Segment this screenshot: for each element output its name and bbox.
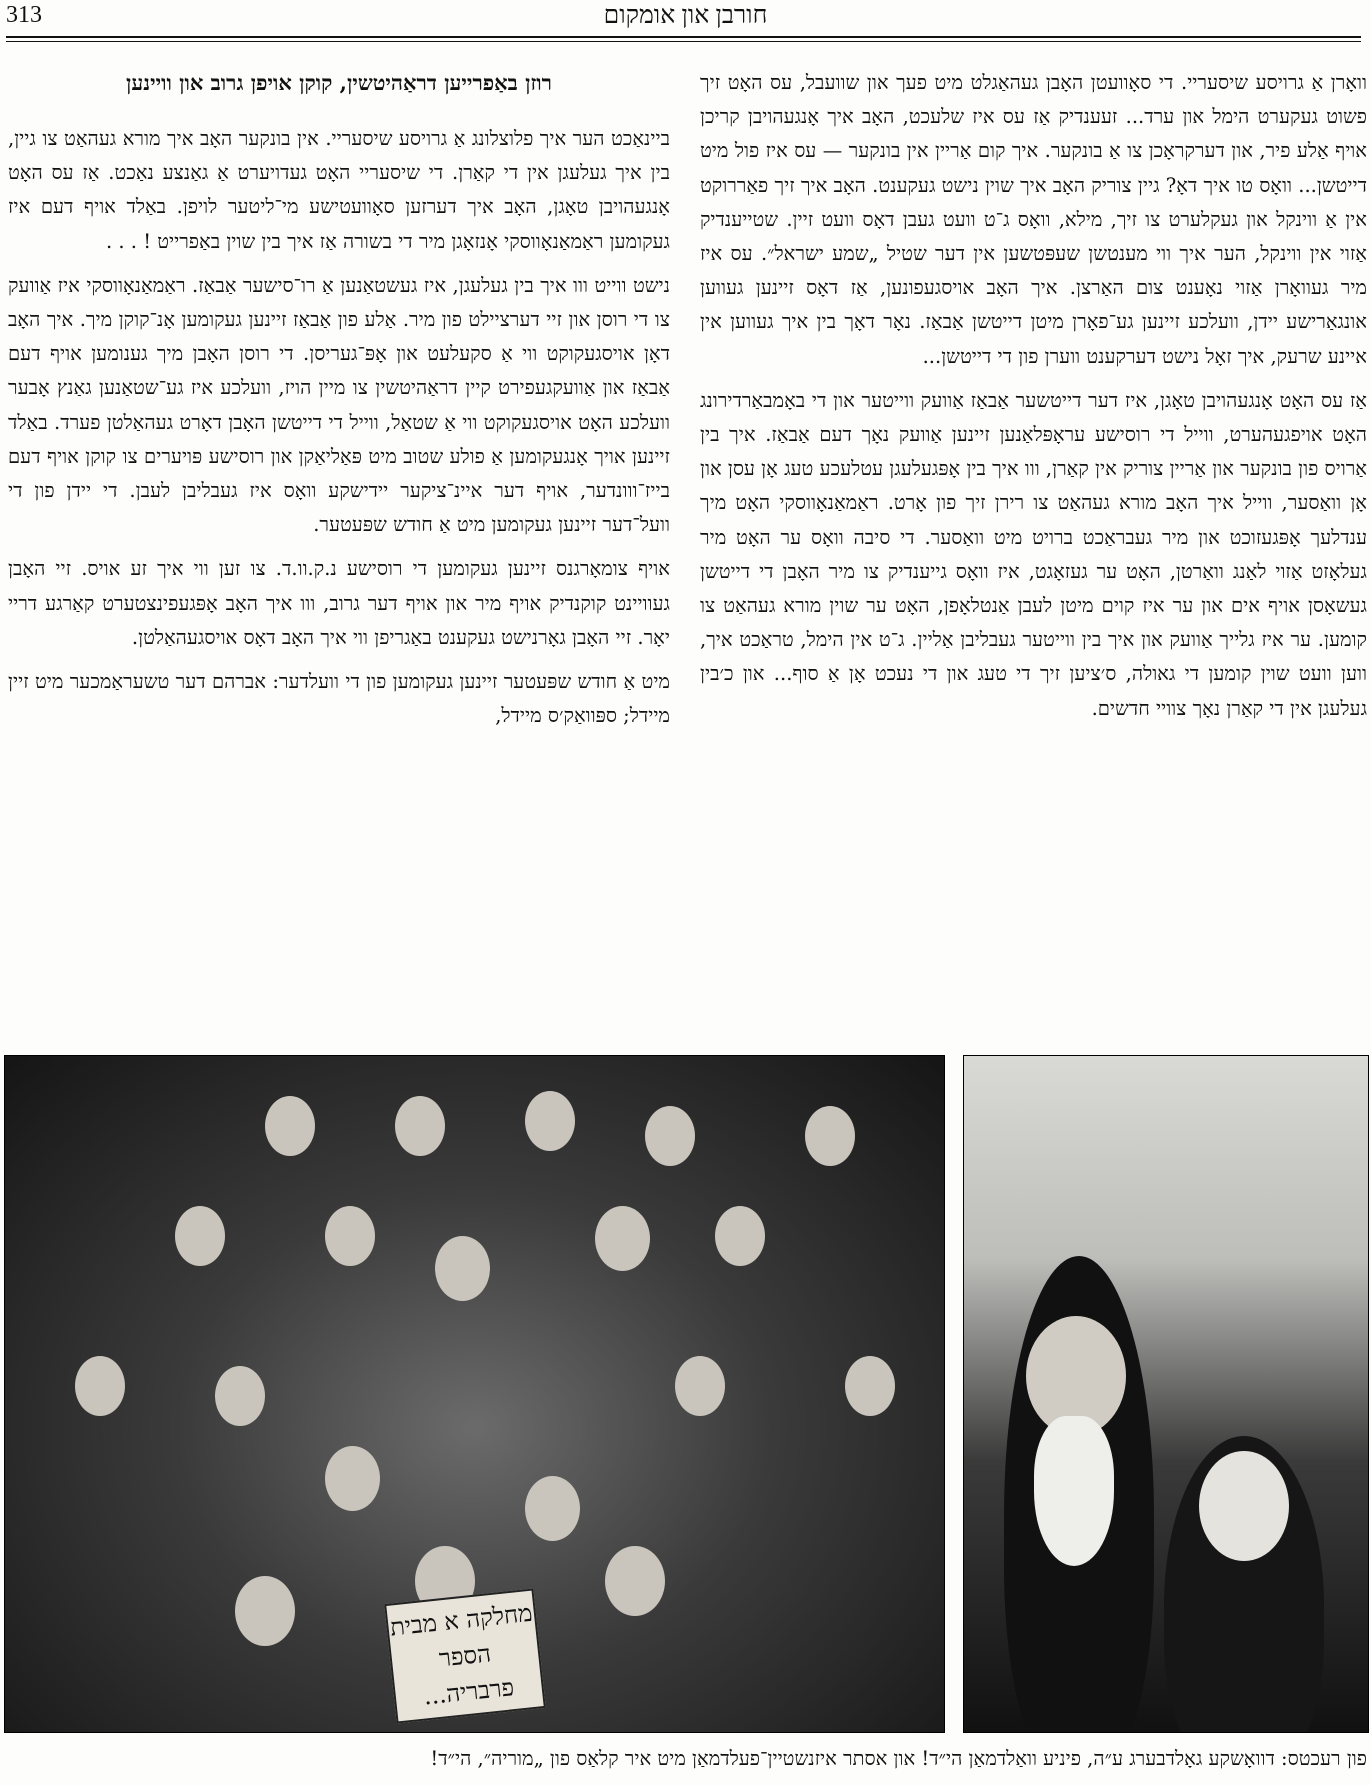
face	[525, 1091, 575, 1151]
face	[805, 1106, 855, 1166]
face	[845, 1356, 895, 1416]
face	[215, 1366, 265, 1426]
face	[235, 1576, 295, 1646]
paragraph: מיט אַ חודש שפּעטער זיינען געקומען פון די וועלדער: אברהם דער טשעראַמכער מיט זיין מיידל; ספּוואַק׳ס מיידל,	[8, 670, 670, 728]
face	[645, 1106, 695, 1166]
paragraph: וואָרן אַ גרויסע שיסעריי. די סאָוועטן האָבן געהאַגלט מיט פעך און שוועבל, עס האָט זיך פשוט געקערט הימל און ערד... זעענדיק אַז עס איז שלעכט, האָב איך אָנגעהויבן קריכן אויף אַלע פיר, און דערקראָכן צו אַ בונקער. איך קום אַריין אין בונקער — עס איז פול מיט דייטשן... וואָס טו איך דאָ? גיין צוריק האָב איך שוין נישט געקענט. האָב איך זיך פאַררוקט אין אַ ווינקל און געקלערט צו זיך, מילא, וואָס ג־ט וועט געבן דאָס וועט זיין. שטייענדיק אַזוי אין ווינקל, הער איך ווי מענטשן שעפּטשען אין דער שטיל „שמע ישראל״. עס איז מיר געוואָרן אַזוי נאָענט צום האַרצן. איך האָב אויסגעפונען, אַז דאָס זיינען געווען אונגאַרישע יידן, וועלכע זיינען גע־פאָרן מיטן דייטשן אַבאַז. נאָר דאָך בין איך געווען אין איינע שרעק, איך זאָל נישט דערקענט ווערן פון די דייטשן...	[700, 71, 1367, 368]
paragraph: אויף צומאָרגנס זיינען געקומען די רוסישע נ.ק.וו.ד. צו זען ווי איך זע אויס. זיי האָבן געוויינט קוקנדיק אויף מיר און אויף דער גרוב, ווו איך האָב אָפּגעפינצטערט קאַרגע דריי יאָר. זיי האָבן גאָרנישט געקענט באַגריפן ווי איך האָב דאָס אויסגעהאַלטן.	[8, 557, 670, 649]
header-rule	[6, 36, 1361, 38]
woman-face	[1199, 1451, 1289, 1561]
face	[395, 1096, 445, 1156]
paragraph: אַז עס האָט אָנגעהויבן טאָגן, איז דער דייטשער אַבאַז אַוועק ווייטער און די באָמבאַרדירונג האָט אויפגעהערט, ווייל די רוסישע עראָפּלאַנען זיינען אַוועק נאָך דעם אַבאַז. איך בין אַרויס פון בונקער און אַריין צוריק אין קאַרן, ווו איך בין אָפּגעלעגן עטלעכע טעג אָן עסן און אָן וואַסער, ווייל איך האָב מורא געהאַט צו רירן זיך פון אָרט. ראַמאַנאָווסקי האָט מיך ענדלעך אָפּגעזוכט און מיר געבראַכט ברויט מיט וואַסער. די סיבה וואָס ער האָט מיר געלאָזט אַזוי לאַנג וואַרטן, האָט ער געזאָגט, איז וואָס גייענדיק צו מיר האָבן די דייטשן געשאָסן אויף אים און ער איז קוים מיטן לעבן אַנטלאָפן, האָט ער שוין מורא געהאַט צו קומען. ער איז גלייך אַוועק און איך בין ווייטער געבליבן אַליין. ג־ט אין הימל, טראַכט איך, ווען וועט שוין קומען די גאולה, ס׳ציען זיך די טעג און די נעכט אָן אַ סוף... און כ׳בין געלעגן אין די קאַרן נאָך צוויי חדשים.	[700, 388, 1367, 720]
face	[265, 1096, 315, 1156]
running-title: חורבן און אומקום	[603, 2, 768, 29]
face	[325, 1446, 380, 1511]
face	[175, 1206, 225, 1266]
face	[675, 1356, 725, 1416]
paragraph: ביינאַכט הער איך פלוצלונג אַ גרויסע שיסעריי. אין בונקער האָב איך מורא געהאַט צו גיין, בין איך געלעגן אין די קאַרן. די שיסעריי האָט געדויערט אַ גאַנצע נאַכט. אַז עס האָט אָנגעהויבן טאָגן, האָב איך דערזען סאָוועטישע מי־ליטער לויפן. באַלד אויף דעם איז געקומען ראַמאַנאָווסקי אָנזאָגן מיר די בשורה אַז איך בין שוין באַפרייט ! . . .	[8, 127, 670, 253]
face	[325, 1206, 375, 1266]
paragraph: נישט ווייט ווו איך בין געלעגן, איז געשטאַנען אַ רו־סישער אַבאַז. ראַמאַנאָווסקי איז אַוועק צו די רוסן און זיי דערציילט פון מיר. אַלע פון אַבאַז זיינען געקומען אָנ־קוקן מיך. איך האָב דאָן אויסגעקוקט ווי אַ סקעלעט און אָפּ־געריסן. די רוסן האָבן מיך גענומען אויף דעם אַבאַז און אַוועקגעפירט קיין דראַהיטשין צו מיין הויז, וועלכע איז גע־שטאַנען גאַנץ אָבער וועלכע האָט אויסגעקוקט ווי אַ שטאַל, ווייל די דייטשן האָבן דאָרט געהאַלטן פערד. באַלד זיינען אויך אָנגעקומען אַ פולע שטוב מיט פּאַליאַקן און רוסישע פּויערים צו קוקן אויף דעם בייז־ווונדער, אויף דער איינ־ציקער יידישקע וואָס איז געבליבן לעבן. די יידן פון די וועל־דער זיינען געקומען מיט אַ חודש שפּעטער.	[8, 273, 670, 537]
class-group-photo	[4, 1055, 945, 1733]
couple-portrait-photo	[963, 1055, 1369, 1733]
face	[605, 1546, 665, 1616]
face	[525, 1476, 580, 1541]
page-number: 313	[6, 2, 42, 28]
face	[75, 1356, 125, 1416]
page-header	[0, 0, 1371, 34]
header-rule-thin	[6, 41, 1361, 42]
section-heading: רוזן באַפרייען דראַהיטשין, קוקן אויפן גרוב און וויינען	[126, 70, 552, 95]
right-column	[700, 66, 1367, 736]
beard	[1034, 1416, 1114, 1566]
face	[715, 1206, 765, 1266]
left-column	[8, 66, 670, 743]
photo-caption: פון רעכטס: דוואָשקע גאָלדבערג ע״ה, פיניע וואַלדמאַן הי״ד! און אסתר איזנשטיין־פעלדמאַן מיט איר קלאַס פון „מוריה״, הי״ד!	[430, 1747, 1367, 1770]
face	[435, 1236, 490, 1301]
face	[595, 1206, 650, 1271]
class-sign: מחלקה א מבית הספר פרבריה...	[384, 1588, 546, 1723]
